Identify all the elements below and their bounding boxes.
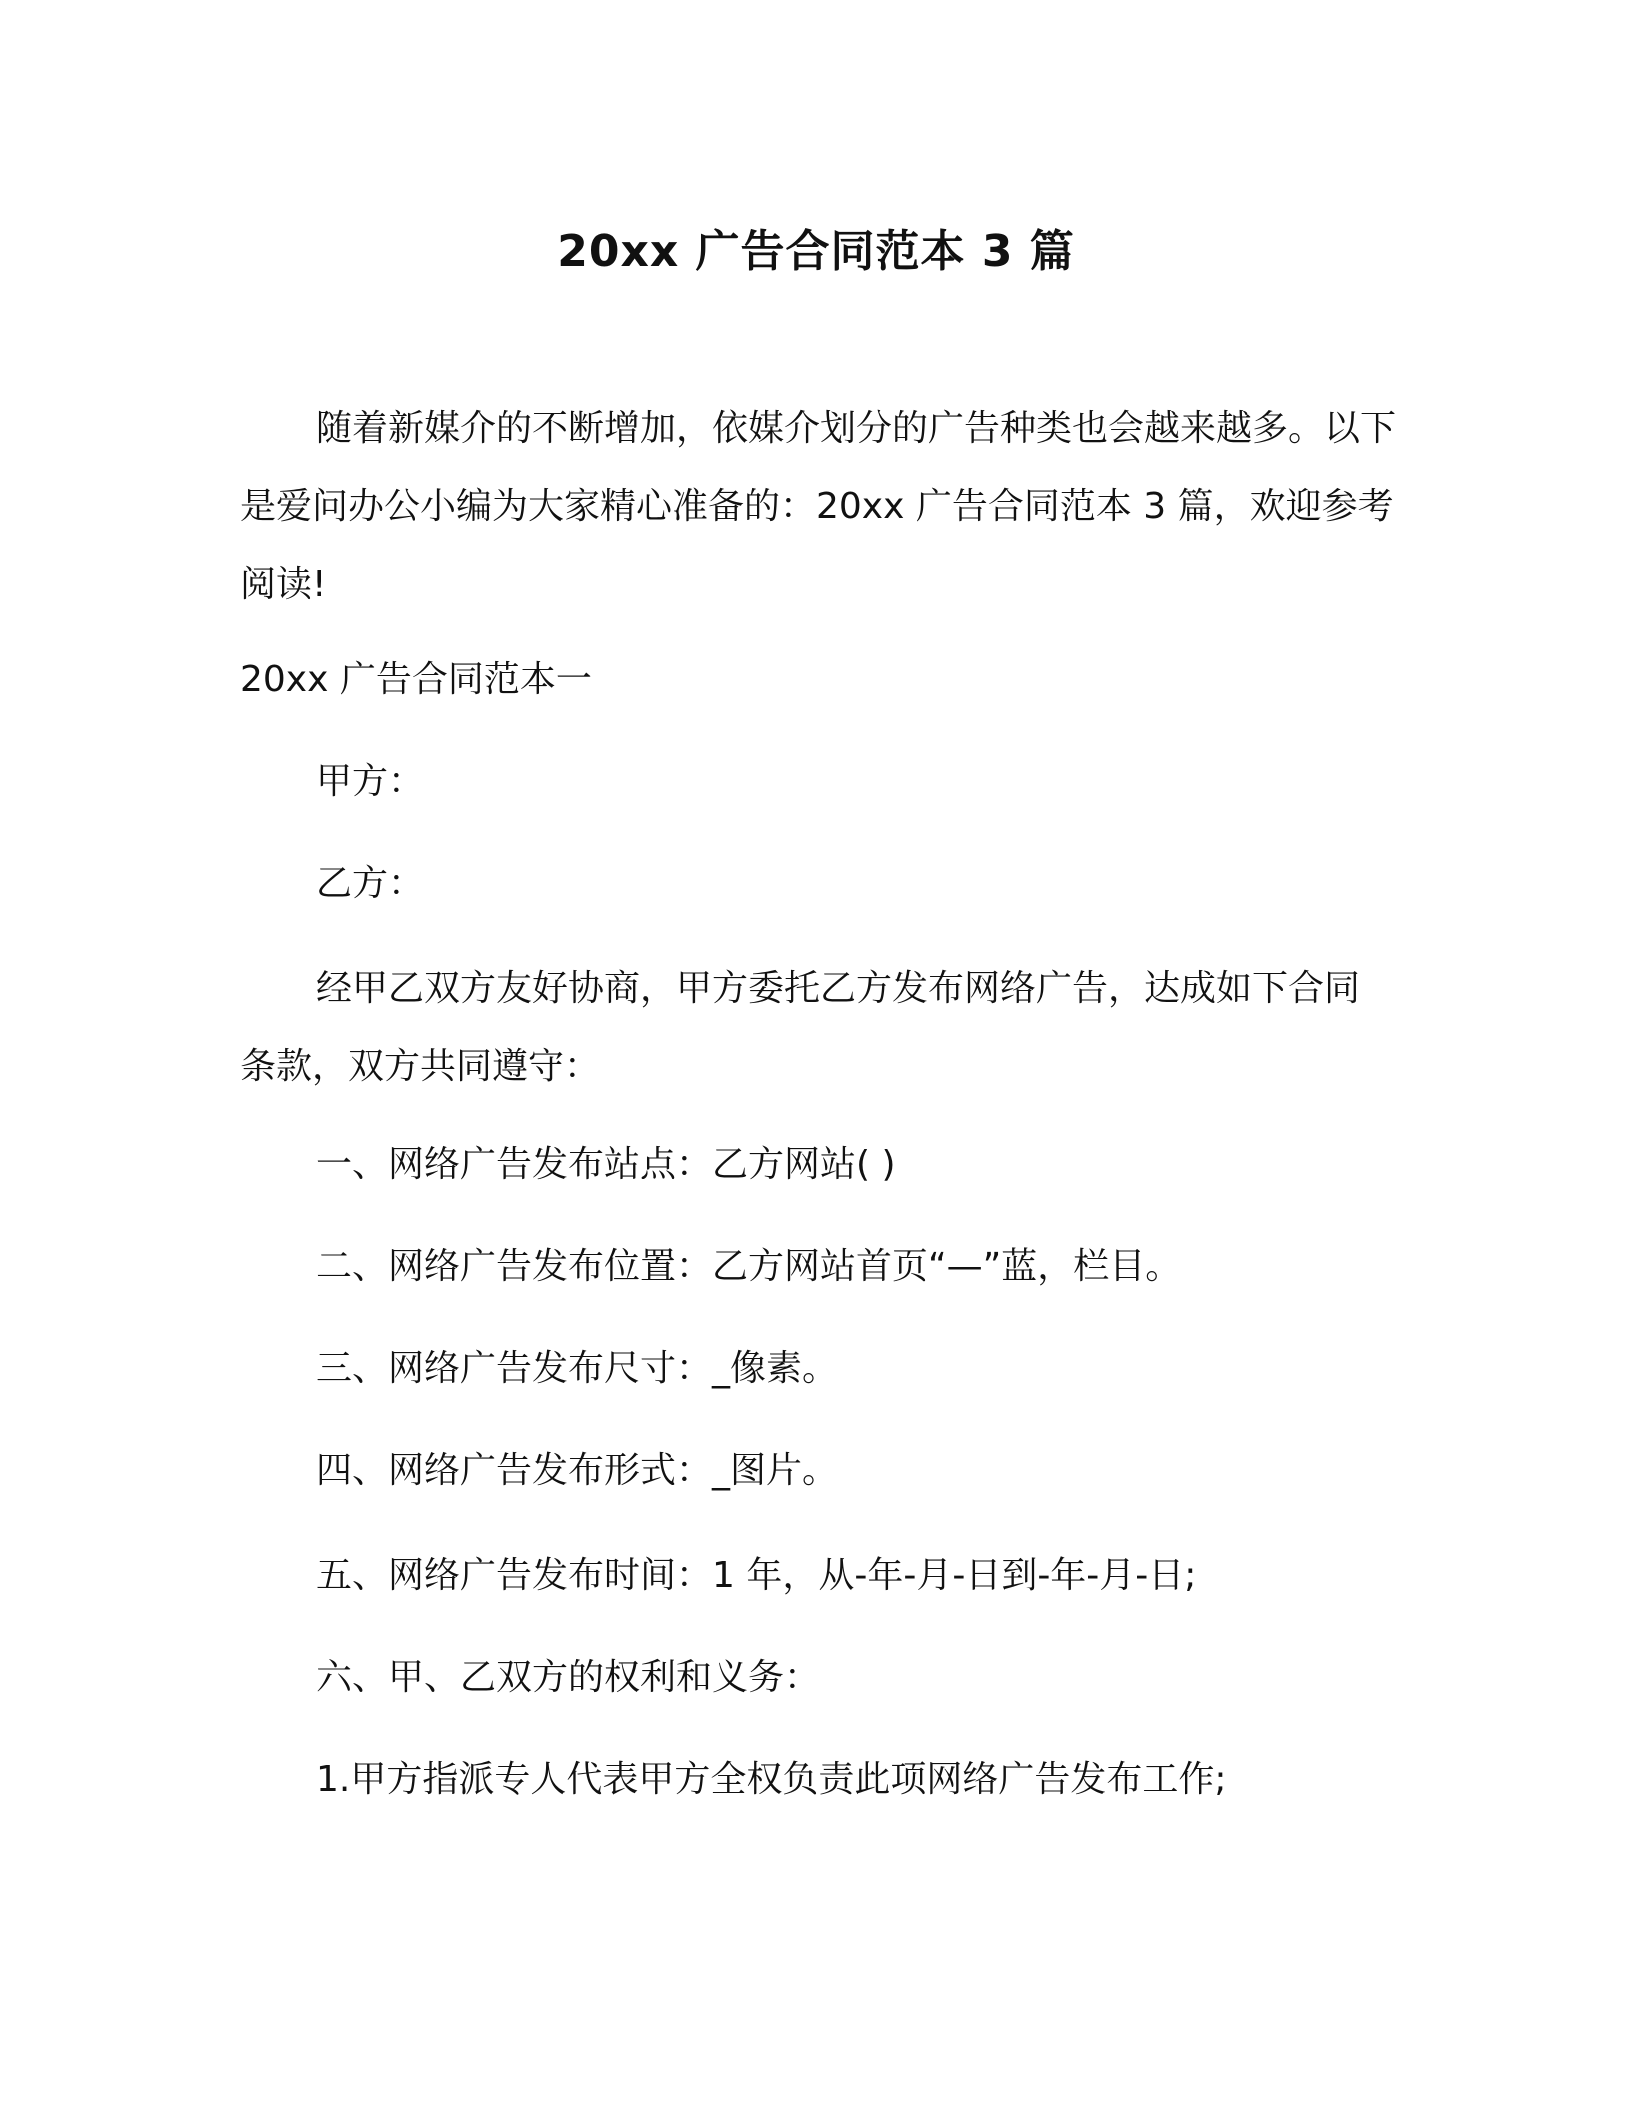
party-a-label: 甲方： <box>316 761 425 802</box>
section-heading: 20xx 广告合同范本一 <box>240 659 592 700</box>
clause-item: 二、网络广告发布位置：乙方网站首页“—”蓝，栏目。 <box>316 1246 1182 1287</box>
intro-paragraph: 随着新媒介的不断增加，依媒介划分的广告种类也会越来越多。以下是爱问办公小编为大家精心准备的：20xx 广告合同范本 3 篇，欢迎参考阅读! <box>240 408 1397 605</box>
clause-item: 三、网络广告发布尺寸：_像素。 <box>316 1348 839 1389</box>
document-title: 20xx 广告合同范本 3 篇 <box>557 226 1075 277</box>
clause-item: 一、网络广告发布站点：乙方网站( ) <box>316 1144 896 1185</box>
clause-item: 1.甲方指派专人代表甲方全权负责此项网络广告发布工作; <box>316 1759 1227 1800</box>
party-b-label: 乙方： <box>316 863 425 904</box>
clause-item: 五、网络广告发布时间：1 年，从-年-月-日到-年-月-日; <box>316 1555 1197 1596</box>
agreement-paragraph: 经甲乙双方友好协商，甲方委托乙方发布网络广告，达成如下合同条款，双方共同遵守： <box>240 968 1361 1087</box>
clause-item: 六、甲、乙双方的权利和义务： <box>316 1657 821 1698</box>
clause-item: 四、网络广告发布形式：_图片。 <box>316 1450 839 1491</box>
